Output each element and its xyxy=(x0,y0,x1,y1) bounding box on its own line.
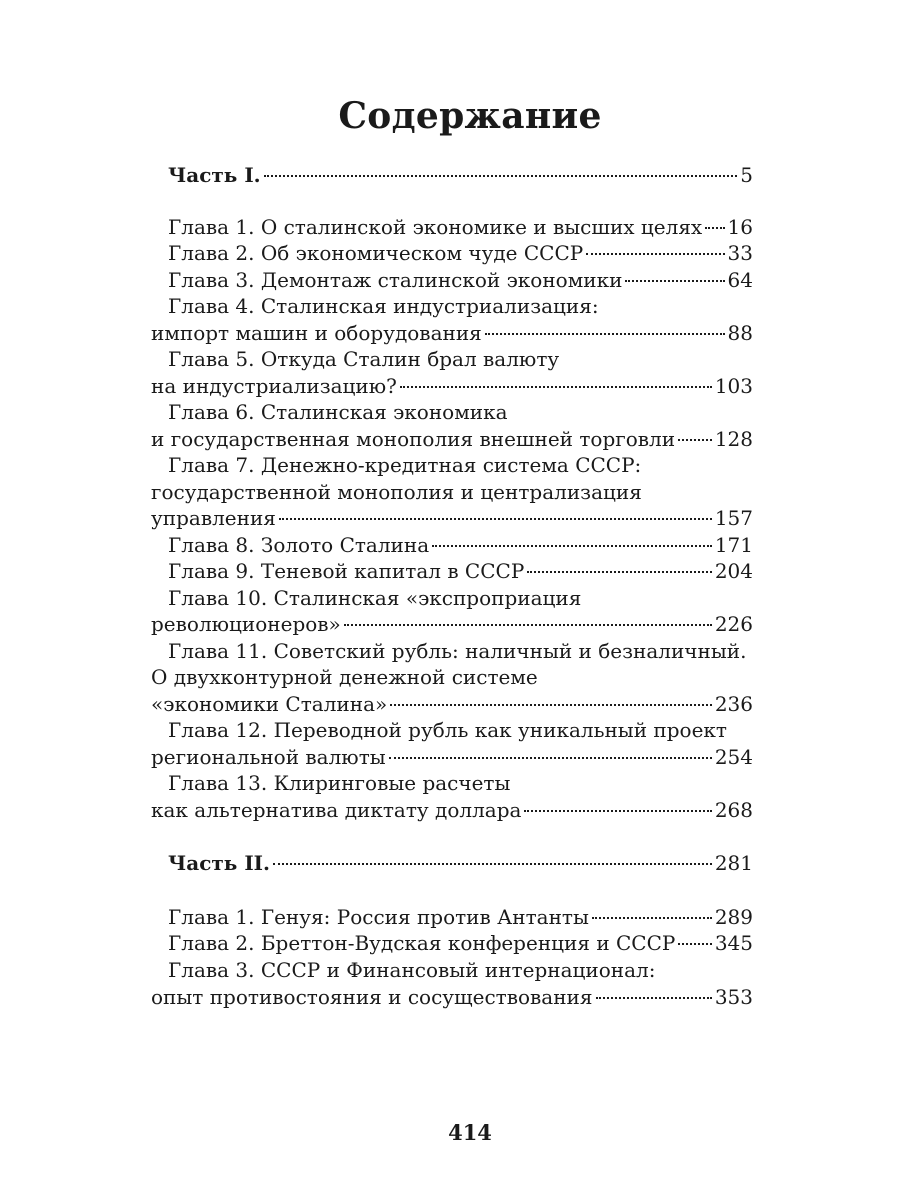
toc-page-number: 268 xyxy=(714,798,753,822)
toc-entry-text: Глава 6. Сталинская экономика xyxy=(168,400,508,424)
toc-entry-part1-ch13-line1[interactable] xyxy=(151,770,753,797)
toc-entry-text: и государственная монополия внешней торговли xyxy=(151,427,676,451)
toc-entry-part1-ch7-line2[interactable] xyxy=(151,479,753,506)
toc-entry-text: Глава 12. Переводной рубль как уникальный проект xyxy=(168,718,727,742)
leader-dots xyxy=(432,545,712,547)
leader-dots xyxy=(705,227,724,229)
toc-entry-part2-ch3-line2[interactable] xyxy=(151,984,753,1011)
leader-dots xyxy=(344,624,712,626)
toc-entry-part2-ch3-line1[interactable] xyxy=(151,957,753,984)
toc-entry-part1-ch7-line1[interactable] xyxy=(151,452,753,479)
leader-dots xyxy=(524,810,711,812)
toc-page-number: 226 xyxy=(714,612,753,636)
toc-entry-part1-ch8[interactable] xyxy=(151,532,753,559)
toc-page-number: 33 xyxy=(727,241,753,265)
leader-dots xyxy=(596,997,712,999)
toc-entry-text: «экономики Сталина» xyxy=(151,692,388,716)
toc-page-number: 64 xyxy=(727,268,753,292)
toc-entry-text: Глава 5. Откуда Сталин брал валюту xyxy=(168,347,560,371)
toc-entry-text: Глава 3. СССР и Финансовый интернационал: xyxy=(168,958,656,982)
toc-entry-text: Глава 1. Генуя: Россия против Антанты xyxy=(168,905,589,929)
toc-entry-text: региональной валюты xyxy=(151,745,386,769)
toc-entry-text: Глава 7. Денежно-кредитная система СССР: xyxy=(168,453,642,477)
toc-entry-text: Глава 13. Клиринговые расчеты xyxy=(168,771,511,795)
leader-dots xyxy=(527,571,712,573)
toc-entry-part2-ch1[interactable] xyxy=(151,904,753,931)
toc-entry-text: Глава 1. О сталинской экономике и высших целях xyxy=(168,215,703,239)
toc-part-label: Часть I. xyxy=(168,163,261,187)
toc-entry-text: Глава 2. Об экономическом чуде СССР xyxy=(168,241,584,265)
leader-dots xyxy=(390,704,712,706)
toc-entry-text: Глава 2. Бреттон-Вудская конференция и СССР xyxy=(168,931,676,955)
toc-entry-text: Глава 9. Теневой капитал в СССР xyxy=(168,559,525,583)
page-title: Содержание xyxy=(338,95,602,137)
leader-dots xyxy=(264,175,738,177)
toc-entry-part1-ch10-line2[interactable] xyxy=(151,611,753,638)
toc-entry-text: Глава 11. Советский рубль: наличный и безналичный. xyxy=(168,639,747,663)
toc-entry-text: на индустриализацию? xyxy=(151,374,397,398)
toc-entry-part1-ch4-line1[interactable] xyxy=(151,293,753,320)
toc-entry-part1-ch10-line1[interactable] xyxy=(151,585,753,612)
toc-entry-part1-ch12-line1[interactable] xyxy=(151,717,753,744)
leader-dots xyxy=(400,386,712,388)
toc-page-number: 281 xyxy=(714,851,753,875)
toc-entry-text: управления xyxy=(151,506,276,530)
toc-entry-part1-ch7-line3[interactable] xyxy=(151,505,753,532)
toc-entry-text: опыт противостояния и сосуществования xyxy=(151,985,593,1009)
page-number: 414 xyxy=(448,1120,492,1145)
toc-entry-part1-ch5-line1[interactable] xyxy=(151,346,753,373)
toc-page-number: 353 xyxy=(714,985,753,1009)
toc-entry-part1-ch13-line2[interactable] xyxy=(151,797,753,824)
toc-entry-text: О двухконтурной денежной системе xyxy=(151,665,538,689)
toc-page-number: 88 xyxy=(727,321,753,345)
toc-page-number: 103 xyxy=(714,374,753,398)
toc-entry-part1-ch11-line3[interactable] xyxy=(151,691,753,718)
toc-part-2[interactable] xyxy=(151,850,753,877)
toc-entry-part1-ch6-line1[interactable] xyxy=(151,399,753,426)
toc-entry-part1-ch9[interactable] xyxy=(151,558,753,585)
toc-entry-part1-ch1[interactable] xyxy=(151,214,753,241)
leader-dots xyxy=(678,943,711,945)
leader-dots xyxy=(586,253,724,255)
toc-page-number: 254 xyxy=(714,745,753,769)
leader-dots xyxy=(389,757,712,759)
toc-page-number: 5 xyxy=(740,163,753,187)
toc-entry-part1-ch2[interactable] xyxy=(151,240,753,267)
toc-entry-part1-ch11-line1[interactable] xyxy=(151,638,753,665)
toc-page-number: 171 xyxy=(714,533,753,557)
leader-dots xyxy=(273,863,712,865)
toc-page-number: 204 xyxy=(714,559,753,583)
toc-page-number: 236 xyxy=(714,692,753,716)
toc-entry-text: Глава 8. Золото Сталина xyxy=(168,533,430,557)
toc-entry-part2-ch2[interactable] xyxy=(151,930,753,957)
toc-entry-part1-ch3[interactable] xyxy=(151,267,753,294)
leader-dots xyxy=(485,333,725,335)
toc-page-number: 157 xyxy=(714,506,753,530)
toc-entry-text: импорт машин и оборудования xyxy=(151,321,482,345)
leader-dots xyxy=(625,280,724,282)
leader-dots xyxy=(279,518,712,520)
leader-dots xyxy=(592,917,712,919)
toc-page-number: 128 xyxy=(714,427,753,451)
toc-page-number: 289 xyxy=(714,905,753,929)
toc-part-label: Часть II. xyxy=(168,851,271,875)
toc-entry-text: революционеров» xyxy=(151,612,341,636)
toc-entry-text: Глава 4. Сталинская индустриализация: xyxy=(168,294,599,318)
toc-page-number: 16 xyxy=(727,215,753,239)
toc-entry-part1-ch11-line2[interactable] xyxy=(151,664,753,691)
toc-entry-text: как альтернатива диктату доллара xyxy=(151,798,522,822)
leader-dots xyxy=(678,439,712,441)
toc-entry-text: Глава 10. Сталинская «экспроприация xyxy=(168,586,582,610)
toc-entry-part1-ch6-line2[interactable] xyxy=(151,426,753,453)
toc-entry-text: государственной монополия и централизация xyxy=(151,480,642,504)
toc-entry-part1-ch5-line2[interactable] xyxy=(151,373,753,400)
toc-entry-part1-ch4-line2[interactable] xyxy=(151,320,753,347)
toc-entry-text: Глава 3. Демонтаж сталинской экономики xyxy=(168,268,623,292)
toc-part-1[interactable] xyxy=(151,162,753,189)
toc-entry-part1-ch12-line2[interactable] xyxy=(151,744,753,771)
toc-page-number: 345 xyxy=(714,931,753,955)
